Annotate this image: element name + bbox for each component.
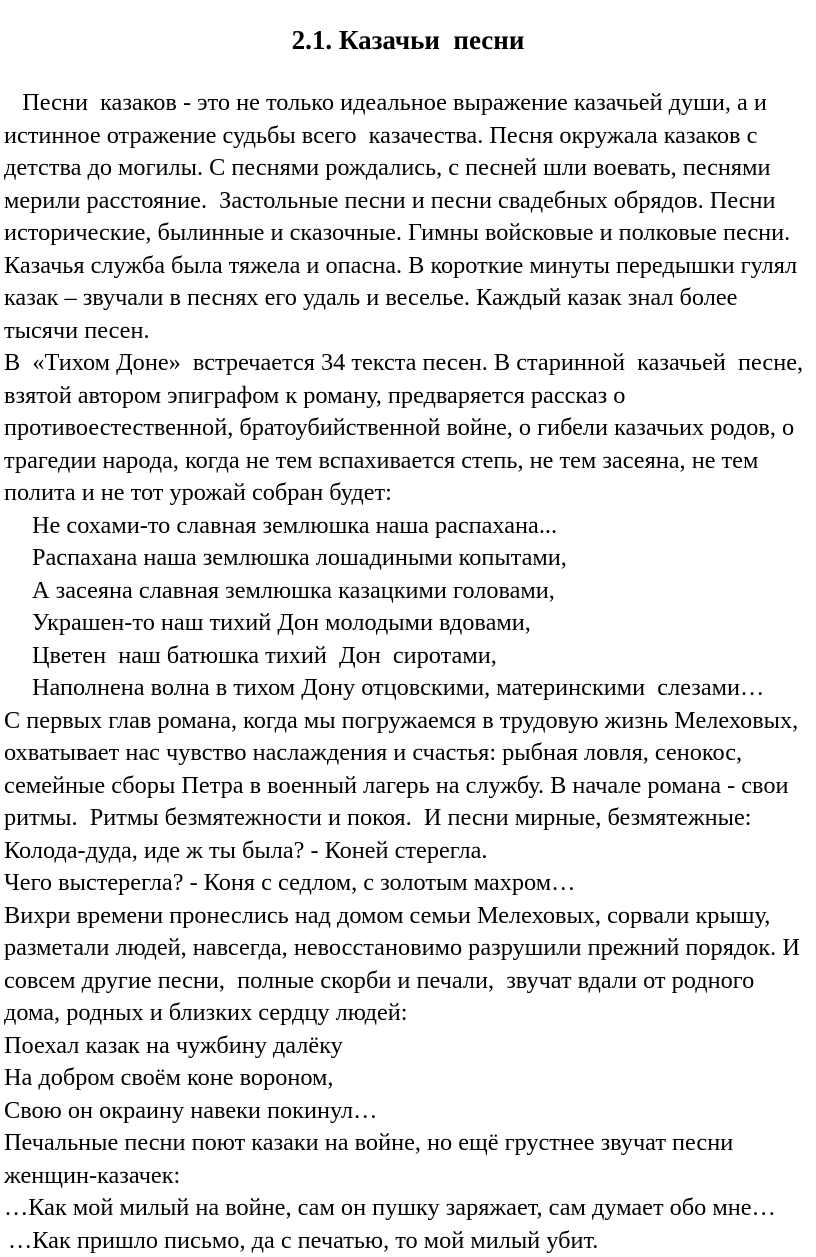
epigraph-verse-line: Распахана наша землюшка лошадиными копытами, bbox=[4, 542, 814, 575]
text-line: исторические, былинные и сказочные. Гимны войсковые и полковые песни. bbox=[4, 217, 814, 250]
song-line: Поехал казак на чужбину далёку bbox=[4, 1030, 814, 1063]
text-line: Печальные песни поют казаки на войне, но ещё грустнее звучат песни bbox=[4, 1127, 814, 1160]
text-line: мерили расстояние. Застольные песни и песни свадебных обрядов. Песни bbox=[4, 185, 814, 218]
text-line: ритмы. Ритмы безмятежности и покоя. И песни мирные, безмятежные: bbox=[4, 802, 814, 835]
song-line: На добром своём коне вороном, bbox=[4, 1062, 814, 1095]
epigraph-verse-line: Украшен-то наш тихий Дон молодыми вдовами, bbox=[4, 607, 814, 640]
body-text bbox=[4, 87, 814, 1257]
song-line: Колода-дуда, иде ж ты была? - Коней стерегла. bbox=[4, 835, 814, 868]
section-title: 2.1. Казачьи песни bbox=[0, 22, 816, 58]
text-line: В «Тихом Доне» встречается 34 текста песен. В старинной казачьей песне, bbox=[4, 347, 814, 380]
text-line: совсем другие песни, полные скорби и печали, звучат вдали от родного bbox=[4, 965, 814, 998]
text-line: детства до могилы. С песнями рождались, с песней шли воевать, песнями bbox=[4, 152, 814, 185]
epigraph-verse-line: Цветен наш батюшка тихий Дон сиротами, bbox=[4, 640, 814, 673]
text-line: женщин-казачек: bbox=[4, 1160, 814, 1193]
text-line: разметали людей, навсегда, невосстановимо разрушили прежний порядок. И bbox=[4, 932, 814, 965]
text-line: Песни казаков - это не только идеальное выражение казачьей души, а и bbox=[4, 87, 814, 120]
song-line: …Как пришло письмо, да с печатью, то мой милый убит. bbox=[4, 1225, 814, 1257]
text-line: дома, родных и близких сердцу людей: bbox=[4, 997, 814, 1030]
text-line: трагедии народа, когда не тем вспахивается степь, не тем засеяна, не тем bbox=[4, 445, 814, 478]
text-line: охватывает нас чувство наслаждения и счастья: рыбная ловля, сенокос, bbox=[4, 737, 814, 770]
text-line: противоестественной, братоубийственной войне, о гибели казачьих родов, о bbox=[4, 412, 814, 445]
epigraph-verse-line: Не сохами-то славная землюшка наша распахана... bbox=[4, 510, 814, 543]
text-line: полита и не тот урожай собран будет: bbox=[4, 477, 814, 510]
song-line: …Как мой милый на войне, сам он пушку заряжает, сам думает обо мне… bbox=[4, 1192, 814, 1225]
text-line: взятой автором эпиграфом к роману, предваряется рассказ о bbox=[4, 380, 814, 413]
epigraph-verse-line: А засеяна славная землюшка казацкими головами, bbox=[4, 575, 814, 608]
song-line: Чего выстерегла? - Коня с седлом, с золотым махром… bbox=[4, 867, 814, 900]
text-line: семейные сборы Петра в военный лагерь на службу. В начале романа - свои bbox=[4, 770, 814, 803]
epigraph-verse-line: Наполнена волна в тихом Дону отцовскими, материнскими слезами… bbox=[4, 672, 814, 705]
text-line: Вихри времени пронеслись над домом семьи Мелеховых, сорвали крышу, bbox=[4, 900, 814, 933]
text-line: казак – звучали в песнях его удаль и веселье. Каждый казак знал более bbox=[4, 282, 814, 315]
text-line: С первых глав романа, когда мы погружаемся в трудовую жизнь Мелеховых, bbox=[4, 705, 814, 738]
text-line: тысячи песен. bbox=[4, 315, 814, 348]
text-line: Казачья служба была тяжела и опасна. В короткие минуты передышки гулял bbox=[4, 250, 814, 283]
song-line: Свою он окраину навеки покинул… bbox=[4, 1095, 814, 1128]
text-line: истинное отражение судьбы всего казачества. Песня окружала казаков с bbox=[4, 120, 814, 153]
